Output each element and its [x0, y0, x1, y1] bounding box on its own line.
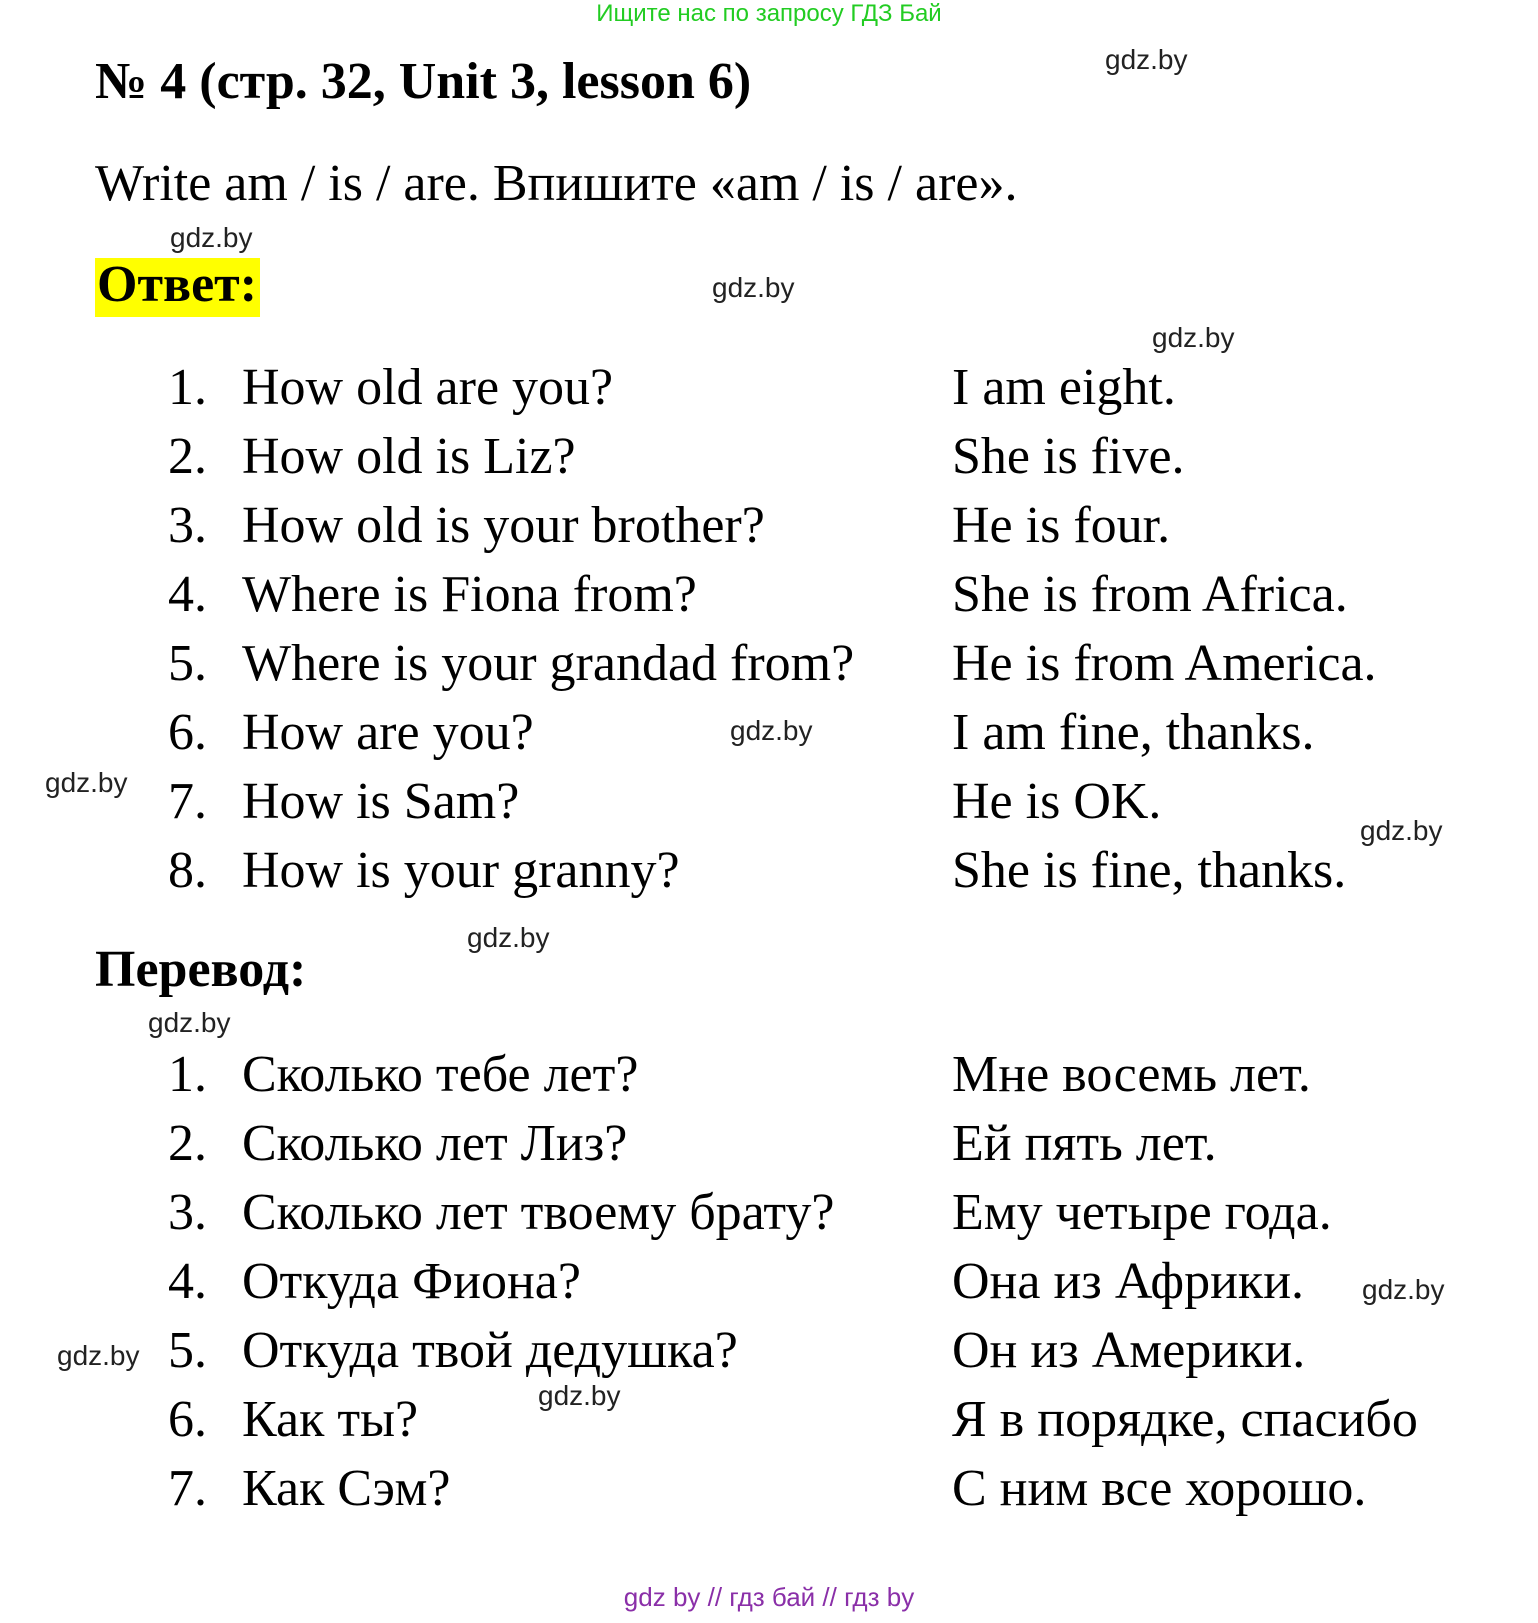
item-number: 5. [168, 1322, 207, 1379]
item-number: 2. [168, 428, 207, 485]
translation-row [0, 1459, 1538, 1529]
answer-text: He is OK. [952, 773, 1162, 830]
item-number: 7. [168, 1460, 207, 1517]
item-number: 6. [168, 704, 207, 761]
bottom-banner: gdz by // гдз бай // гдз by [623, 1582, 915, 1612]
item-number: 3. [168, 497, 207, 554]
question-text: How is your granny? [242, 842, 680, 899]
item-number: 4. [168, 566, 207, 623]
question-text: How is Sam? [242, 773, 520, 830]
question-text: Откуда Фиона? [242, 1253, 581, 1310]
watermark: gdz.by [1152, 322, 1235, 353]
question-text: Where is your grandad from? [242, 635, 855, 692]
question-text: Как Сэм? [242, 1460, 451, 1517]
answer-row [0, 772, 1538, 842]
question-text: How old are you? [242, 359, 614, 416]
watermark: gdz.by [538, 1380, 621, 1411]
question-text: Сколько тебе лет? [242, 1046, 639, 1103]
top-banner: Ищите нас по запросу ГДЗ Бай [596, 0, 942, 27]
answer-heading: Ответ: [95, 258, 260, 317]
watermark: gdz.by [712, 272, 795, 303]
watermark: gdz.by [730, 715, 813, 746]
question-text: Where is Fiona from? [242, 566, 697, 623]
watermark: gdz.by [467, 922, 550, 953]
answer-row [0, 358, 1538, 428]
answer-text: I am fine, thanks. [952, 704, 1315, 761]
item-number: 8. [168, 842, 207, 899]
answer-text: She is fine, thanks. [952, 842, 1347, 899]
watermark: gdz.by [148, 1007, 231, 1038]
item-number: 4. [168, 1253, 207, 1310]
question-text: Сколько лет твоему брату? [242, 1184, 835, 1241]
translation-row [0, 1321, 1538, 1391]
answer-text: Он из Америки. [952, 1322, 1306, 1379]
translation-row [0, 1252, 1538, 1322]
question-text: How are you? [242, 704, 534, 761]
watermark: gdz.by [170, 222, 253, 253]
item-number: 3. [168, 1184, 207, 1241]
watermark: gdz.by [1360, 815, 1443, 846]
item-number: 7. [168, 773, 207, 830]
answer-text: She is five. [952, 428, 1185, 485]
question-text: Как ты? [242, 1391, 419, 1448]
answer-text: He is from America. [952, 635, 1377, 692]
answer-text: Я в порядке, спасибо [952, 1391, 1418, 1448]
answer-text: I am eight. [952, 359, 1176, 416]
answer-row [0, 496, 1538, 566]
answer-text: Она из Африки. [952, 1253, 1305, 1310]
answer-text: He is four. [952, 497, 1171, 554]
question-text: Откуда твой дедушка? [242, 1322, 738, 1379]
watermark: gdz.by [57, 1340, 140, 1371]
question-text: Сколько лет Лиз? [242, 1115, 628, 1172]
watermark: gdz.by [45, 767, 128, 798]
item-number: 1. [168, 359, 207, 416]
task-instruction: Write am / is / are. Впишите «am / is / are». [95, 155, 1018, 212]
item-number: 2. [168, 1115, 207, 1172]
answer-text: Мне восемь лет. [952, 1046, 1311, 1103]
watermark: gdz.by [1362, 1274, 1445, 1305]
answer-row [0, 634, 1538, 704]
answer-row [0, 427, 1538, 497]
answer-text: She is from Africa. [952, 566, 1348, 623]
question-text: How old is Liz? [242, 428, 576, 485]
answer-text: Ей пять лет. [952, 1115, 1217, 1172]
answer-text: Ему четыре года. [952, 1184, 1332, 1241]
translation-heading: Перевод: [95, 941, 307, 998]
translation-row [0, 1114, 1538, 1184]
answer-row [0, 841, 1538, 911]
question-text: How old is your brother? [242, 497, 765, 554]
answer-row [0, 565, 1538, 635]
item-number: 5. [168, 635, 207, 692]
answer-text: С ним все хорошо. [952, 1460, 1367, 1517]
item-number: 1. [168, 1046, 207, 1103]
translation-row [0, 1045, 1538, 1115]
watermark: gdz.by [1105, 44, 1188, 75]
item-number: 6. [168, 1391, 207, 1448]
page-title: № 4 (стр. 32, Unit 3, lesson 6) [95, 53, 752, 110]
translation-row [0, 1390, 1538, 1460]
translation-row [0, 1183, 1538, 1253]
